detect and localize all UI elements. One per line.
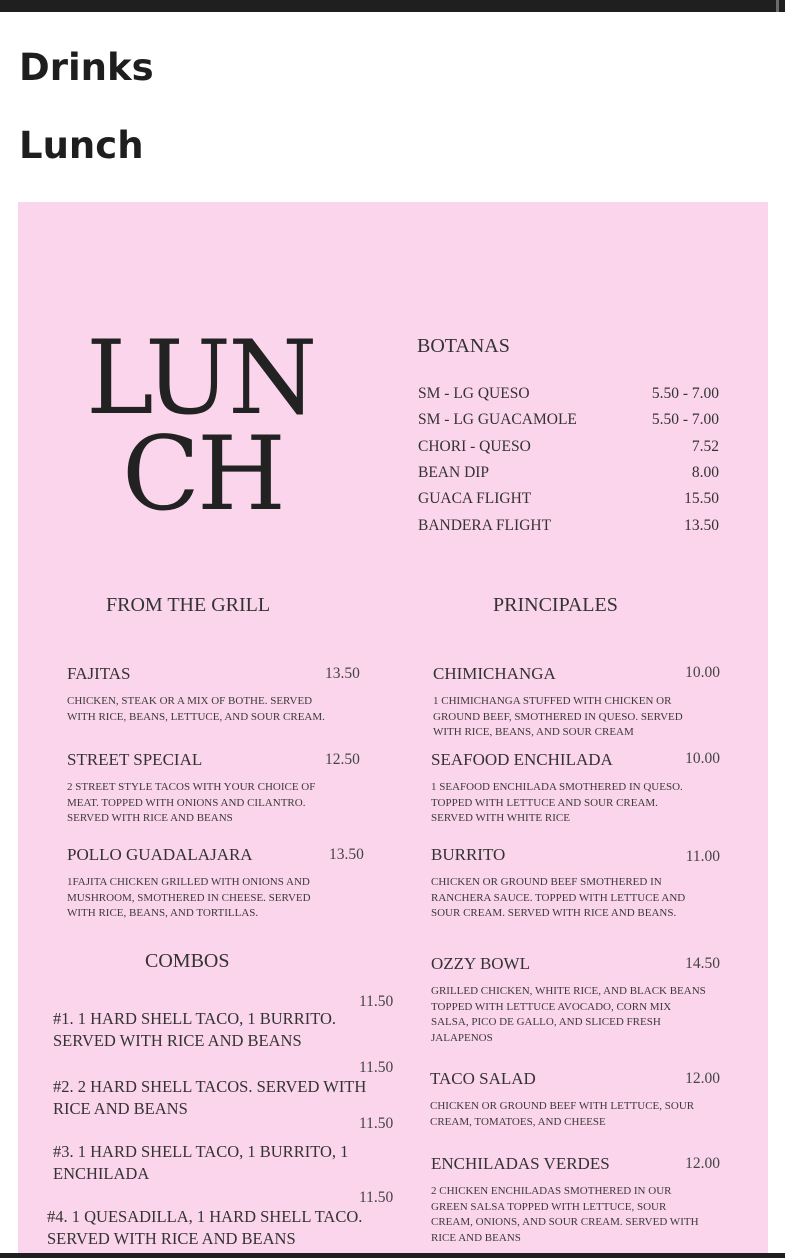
botanas-item-price: 5.50 - 7.00 (651, 411, 719, 428)
principales-item-price: 12.00 (685, 1070, 720, 1087)
principales-item-name: BURRITO (431, 845, 506, 864)
combo-price: 11.50 (359, 1115, 394, 1132)
principales-item-name: OZZY BOWL (431, 954, 530, 973)
botanas-item-price: 8.00 (691, 464, 719, 481)
principales-item-price: 12.00 (685, 1155, 720, 1172)
principales-title: PRINCIPALES (493, 594, 618, 616)
principales-item-name: CHIMICHANGA (433, 664, 556, 683)
combo-price: 11.50 (359, 993, 394, 1010)
botanas-item-price: 7.52 (691, 438, 719, 455)
principales-item-description: GRILLED CHICKEN, WHITE RICE, AND BLACK BEANS TOPPED WITH LETTUCE AVOCADO, CORN MIX SALSA, PICO DE GALLO, AND SLICED FRESH JALAPENOS (431, 985, 706, 1044)
botanas-item-name: BEAN DIP (418, 464, 490, 481)
botanas-item-price: 13.50 (684, 517, 719, 534)
principales-item-name: SEAFOOD ENCHILADA (431, 750, 613, 769)
grill-item-price: 13.50 (325, 665, 360, 682)
grill-item-description: CHICKEN, STEAK OR A MIX OF BOTHE. SERVED WITH RICE, BEANS, LETTUCE, AND SOUR CREAM. (67, 695, 325, 723)
combo-description: #4. 1 QUESADILLA, 1 HARD SHELL TACO. SERVED WITH RICE AND BEANS (47, 1207, 363, 1248)
grill-item-description: 1FAJITA CHICKEN GRILLED WITH ONIONS AND MUSHROOM, SMOTHERED IN CHEESE. SERVED WITH RICE, BEANS, AND TORTILLAS. (67, 876, 311, 919)
grill-item-price: 12.50 (325, 751, 360, 768)
principales-item-name: TACO SALAD (430, 1069, 536, 1088)
principales-item-description: CHICKEN OR GROUND BEEF WITH LETTUCE, SOUR CREAM, TOMATOES, AND CHEESE (430, 1100, 695, 1128)
botanas-item-name: GUACA FLIGHT (418, 490, 532, 507)
lunch-menu-image (18, 202, 768, 1258)
botanas-item-name: BANDERA FLIGHT (418, 517, 552, 534)
principales-item-name: ENCHILADAS VERDES (431, 1154, 610, 1173)
principales-item-description: 1 SEAFOOD ENCHILADA SMOTHERED IN QUESO. TOPPED WITH LETTUCE AND SOUR CREAM. SERVED WITH WHITE RICE (431, 781, 683, 824)
principales-item-description: 1 CHIMICHANGA STUFFED WITH CHICKEN OR GROUND BEEF, SMOTHERED IN QUESO. SERVED WITH RICE, BEANS, AND SOUR CREAM (433, 695, 683, 738)
grill-item-name: FAJITAS (67, 664, 131, 683)
combos-title: COMBOS (145, 950, 230, 972)
grill-item-description: 2 STREET STYLE TACOS WITH YOUR CHOICE OF MEAT. TOPPED WITH ONIONS AND CILANTRO. SERVED WITH RICE AND BEANS (67, 781, 316, 824)
lunch-heading[interactable]: Lunch (19, 124, 144, 167)
menu-title-line1: LUN (86, 319, 315, 438)
principales-item-description: 2 CHICKEN ENCHILADAS SMOTHERED IN OUR GREEN SALSA TOPPED WITH LETTUCE, SOUR CREAM, ONIONS, AND SOUR CREAM. SERVED WITH RICE AND BEANS (431, 1185, 699, 1244)
combo-price: 11.50 (359, 1189, 394, 1206)
principales-item-price: 10.00 (685, 664, 720, 681)
grill-item-price: 13.50 (329, 846, 364, 863)
bottom-bar (0, 1253, 785, 1258)
botanas-item-price: 15.50 (684, 490, 719, 507)
botanas-item-name: SM - LG QUESO (418, 385, 530, 402)
combo-description: #1. 1 HARD SHELL TACO, 1 BURRITO. SERVED WITH RICE AND BEANS (53, 1009, 337, 1050)
combo-description: #3. 1 HARD SHELL TACO, 1 BURRITO, 1 ENCHILADA (53, 1142, 349, 1183)
drinks-heading[interactable]: Drinks (19, 46, 154, 89)
botanas-title: BOTANAS (417, 335, 510, 357)
menu-title-line2: CH (122, 415, 283, 534)
botanas-item-name: CHORI - QUESO (418, 438, 531, 455)
botanas-item-name: SM - LG GUACAMOLE (418, 411, 577, 428)
principales-item-price: 14.50 (685, 955, 720, 972)
top-bar (0, 0, 785, 12)
principales-item-price: 10.00 (685, 750, 720, 767)
scrollbar-thumb[interactable] (776, 0, 779, 12)
grill-item-name: POLLO GUADALAJARA (67, 845, 253, 864)
combo-description: #2. 2 HARD SHELL TACOS. SERVED WITH RICE AND BEANS (53, 1077, 367, 1118)
botanas-item-price: 5.50 - 7.00 (651, 385, 719, 402)
grill-title: FROM THE GRILL (106, 594, 271, 616)
principales-item-price: 11.00 (685, 848, 720, 865)
principales-item-description: CHICKEN OR GROUND BEEF SMOTHERED IN RANCHERA SAUCE. TOPPED WITH LETTUCE AND SOUR CREAM. SERVED WITH RICE AND BEANS. (431, 876, 686, 919)
combo-price: 11.50 (359, 1059, 394, 1076)
grill-item-name: STREET SPECIAL (67, 750, 203, 769)
